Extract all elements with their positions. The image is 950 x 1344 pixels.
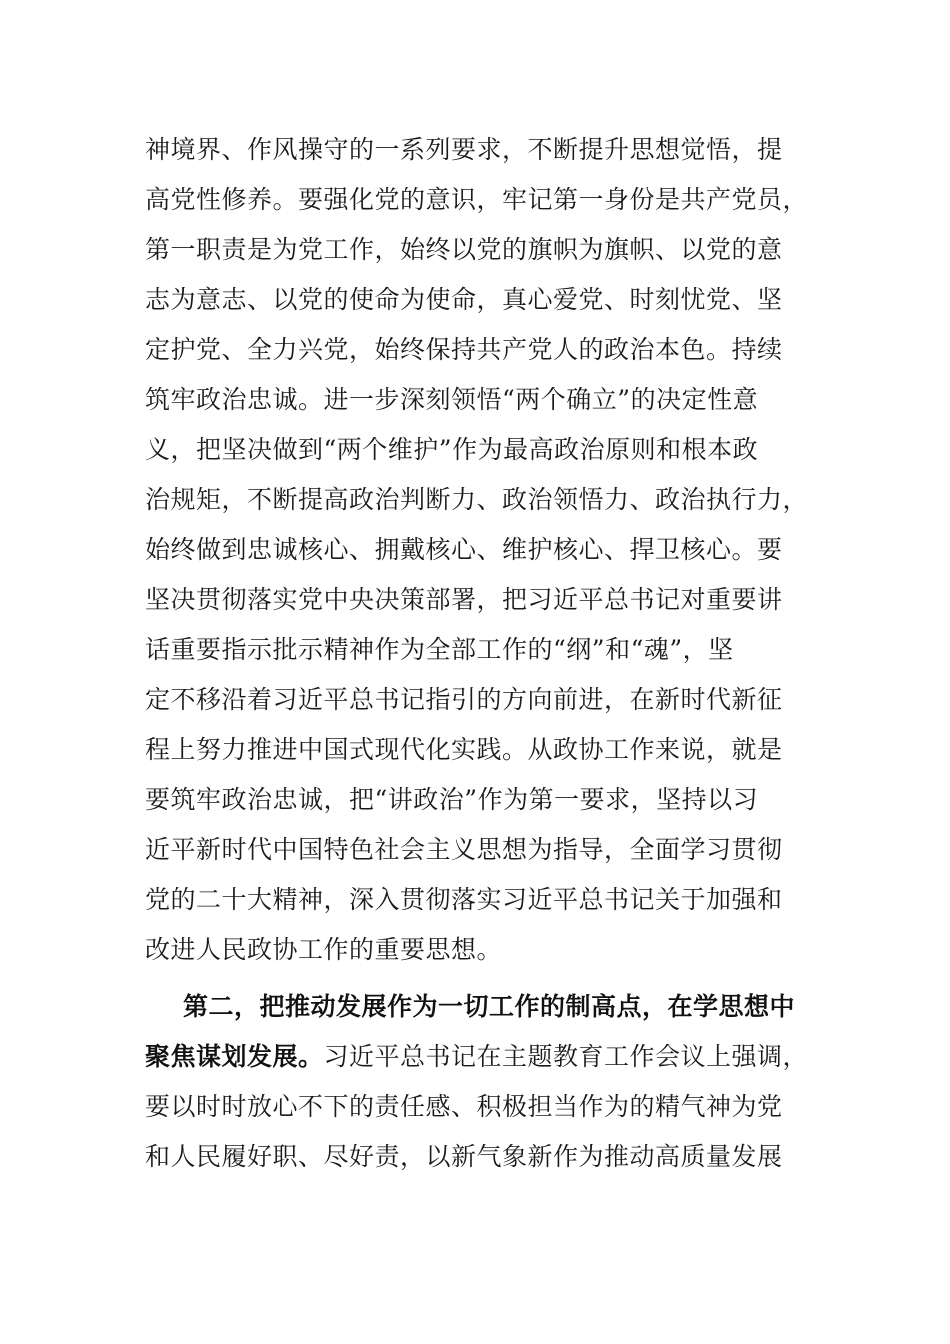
paragraph-1-line: 话重要指示批示精神作为全部工作的“纲”和“魂”，坚: [145, 635, 734, 664]
paragraph-1-line: 志为意志、以党的使命为使命，真心爱党、时刻忧党、坚: [145, 285, 783, 314]
paragraph-2-text: 习近平总书记在主题教育工作会议上强调，: [323, 1042, 809, 1071]
paragraph-1-line: 定不移沿着习近平总书记指引的方向前进，在新时代新征: [145, 685, 783, 714]
section-heading: 第二，把推动发展作为一切工作的制高点，在学思想中: [183, 992, 796, 1021]
paragraph-1-line: 高党性修养。要强化党的意识，牢记第一身份是共产党员，: [145, 185, 809, 214]
paragraph-1-line: 筑牢政治忠诚。进一步深刻领悟“两个确立”的决定性意: [145, 385, 759, 414]
paragraph-1-line: 程上努力推进中国式现代化实践。从政协工作来说，就是: [145, 735, 783, 764]
paragraph-2-line: 要以时时放心不下的责任感、积极担当作为的精气神为党: [145, 1092, 783, 1121]
paragraph-1-line: 坚决贯彻落实党中央决策部署，把习近平总书记对重要讲: [145, 585, 783, 614]
paragraph-2-line: [145, 1037, 809, 1077]
paragraph-1-line: 第一职责是为党工作，始终以党的旗帜为旗帜、以党的意: [145, 235, 783, 264]
paragraph-1-line: 治规矩，不断提高政治判断力、政治领悟力、政治执行力，: [145, 485, 809, 514]
paragraph-2-line: 和人民履好职、尽好责，以新气象新作为推动高质量发展: [145, 1142, 783, 1171]
paragraph-1-line: 近平新时代中国特色社会主义思想为指导，全面学习贯彻: [145, 835, 783, 864]
section-heading-continued: 聚焦谋划发展。: [145, 1042, 324, 1071]
paragraph-1-line: 改进人民政协工作的重要思想。: [145, 935, 503, 964]
paragraph-1-line: 始终做到忠诚核心、拥戴核心、维护核心、捍卫核心。要: [145, 535, 783, 564]
paragraph-1-line: 党的二十大精神，深入贯彻落实习近平总书记关于加强和: [145, 885, 783, 914]
paragraph-1-line: 要筑牢政治忠诚，把“讲政治”作为第一要求，坚持以习: [145, 785, 759, 814]
paragraph-1-line: 义，把坚决做到“两个维护”作为最高政治原则和根本政: [145, 435, 759, 464]
paragraph-1-line: 定护党、全力兴党，始终保持共产党人的政治本色。持续: [145, 335, 783, 364]
paragraph-1-line: 神境界、作风操守的一系列要求，不断提升思想觉悟，提: [145, 135, 783, 164]
